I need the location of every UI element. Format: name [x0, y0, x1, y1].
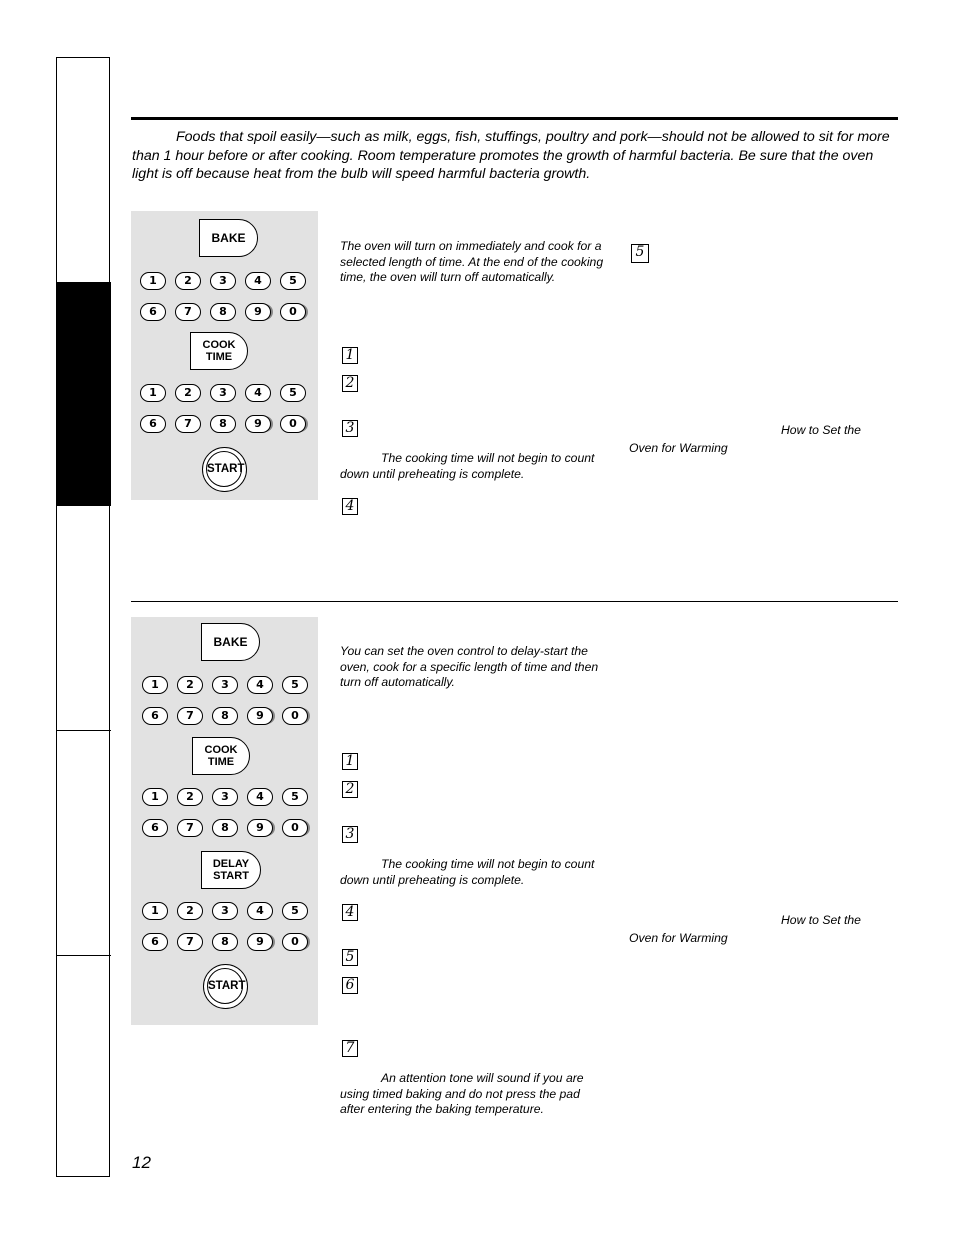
numpad-key[interactable]: 3 [210, 384, 236, 402]
numpad-key[interactable]: 8 [212, 819, 238, 837]
start-button-label: START [206, 451, 242, 487]
numpad-key[interactable]: 5 [280, 272, 306, 290]
delay-start-button[interactable] [201, 851, 261, 889]
section1-description: The oven will turn on immediately and cook for a selected length of time. At the end of the cooking time, the oven will turn off automatically. [340, 239, 604, 285]
warming-ref-link-cont: Oven for Warming [629, 441, 728, 455]
numpad-key[interactable]: 8 [210, 415, 236, 433]
step-3-box: 3 [342, 420, 358, 437]
warming-ref-link: How to Set the [781, 913, 861, 927]
numpad-key[interactable]: 1 [142, 788, 168, 806]
numpad-key[interactable]: 2 [177, 676, 203, 694]
step-7-box: 7 [342, 1040, 358, 1057]
numpad-key[interactable]: 8 [212, 707, 238, 725]
header-rule [131, 117, 898, 120]
numpad-key[interactable]: 7 [175, 415, 201, 433]
numpad-key[interactable]: 4 [245, 384, 271, 402]
step-5-box: 5 [342, 949, 358, 966]
preheat-note: The cooking time will not begin to count down until preheating is complete. [340, 451, 595, 481]
numpad-key[interactable]: 4 [247, 902, 273, 920]
delay-start-button-label: DELAY [212, 858, 250, 870]
cook-time-button[interactable] [192, 737, 250, 775]
start-button[interactable] [203, 964, 248, 1009]
numpad-key[interactable]: 9 [247, 933, 273, 951]
numpad-key[interactable]: 1 [142, 676, 168, 694]
numpad-key[interactable]: 9 [245, 415, 271, 433]
section-divider [131, 601, 898, 602]
cook-time-button-label: TIME [207, 756, 235, 768]
warming-ref-link: How to Set the [781, 423, 861, 437]
food-safety-intro [132, 128, 892, 184]
bake-button[interactable] [201, 623, 260, 661]
section-tab-strip [56, 57, 110, 1177]
bake-button-label: BAKE [213, 635, 248, 649]
section2-description: You can set the oven control to delay-start the oven, cook for a specific length of time and then turn off automatically. [340, 644, 599, 690]
numpad-key[interactable]: 9 [247, 819, 273, 837]
attention-tone-note: An attention tone will sound if you are using timed baking and do not press the pad after entering the baking temperature. [340, 1071, 584, 1117]
numpad-key[interactable]: 6 [142, 707, 168, 725]
numpad-key[interactable]: 2 [177, 902, 203, 920]
numpad-key[interactable]: 3 [212, 788, 238, 806]
step-2-box: 2 [342, 375, 358, 392]
numpad-key[interactable]: 3 [210, 272, 236, 290]
numpad-key[interactable]: 1 [140, 272, 166, 290]
numpad-key[interactable]: 5 [282, 676, 308, 694]
numpad-key[interactable]: 6 [140, 303, 166, 321]
numpad-key[interactable]: 1 [142, 902, 168, 920]
page-number: 12 [132, 1153, 151, 1172]
start-button-label: START [207, 968, 243, 1004]
numpad-key[interactable]: 3 [212, 676, 238, 694]
cook-time-button[interactable] [190, 332, 248, 370]
step-3-box: 3 [342, 826, 358, 843]
start-button[interactable] [202, 447, 247, 492]
numpad-key[interactable]: 2 [177, 788, 203, 806]
numpad-key[interactable]: 5 [282, 902, 308, 920]
numpad-key[interactable]: 7 [175, 303, 201, 321]
tab-divider [56, 955, 111, 956]
numpad-key[interactable]: 2 [175, 384, 201, 402]
step-2-box: 2 [342, 781, 358, 798]
tab-divider [56, 730, 111, 731]
numpad-key[interactable]: 9 [245, 303, 271, 321]
preheat-note: The cooking time will not begin to count down until preheating is complete. [340, 857, 595, 887]
step-4-box: 4 [342, 498, 358, 515]
numpad-key[interactable]: 0 [282, 707, 308, 725]
numpad-key[interactable]: 0 [282, 819, 308, 837]
warming-ref-link-cont: Oven for Warming [629, 931, 728, 945]
delay-start-button-label: START [213, 870, 249, 882]
numpad-key[interactable]: 1 [140, 384, 166, 402]
numpad-key[interactable]: 8 [212, 933, 238, 951]
step-4-box: 4 [342, 904, 358, 921]
numpad-key[interactable]: 5 [280, 384, 306, 402]
numpad-key[interactable]: 6 [142, 933, 168, 951]
numpad-key[interactable]: 4 [245, 272, 271, 290]
bake-button-label: BAKE [211, 231, 246, 245]
numpad-key[interactable]: 0 [280, 415, 306, 433]
numpad-key[interactable]: 9 [247, 707, 273, 725]
numpad-key[interactable]: 0 [280, 303, 306, 321]
cook-time-button-label: COOK [202, 339, 236, 351]
step-1-box: 1 [342, 347, 358, 364]
numpad-key[interactable]: 7 [177, 819, 203, 837]
numpad-key[interactable]: 2 [175, 272, 201, 290]
numpad-key[interactable]: 0 [282, 933, 308, 951]
intro-text: Foods that spoil easily—such as milk, eggs, fish, stuffings, poultry and pork—should not be allowed to sit for more than 1 hour before or after cooking. Room temperature promotes the growth of harmful bacteria. Be sure that the oven light is off because heat from the bulb will speed harmful bacteria growth. [132, 129, 890, 182]
numpad-key[interactable]: 7 [177, 933, 203, 951]
active-section-tab [56, 282, 111, 506]
numpad-key[interactable]: 8 [210, 303, 236, 321]
numpad-key[interactable]: 7 [177, 707, 203, 725]
bake-button[interactable] [199, 219, 258, 257]
step-1-box: 1 [342, 753, 358, 770]
cook-time-button-label: TIME [205, 351, 233, 363]
numpad-key[interactable]: 6 [142, 819, 168, 837]
step-5-box: 5 [631, 244, 649, 263]
numpad-key[interactable]: 6 [140, 415, 166, 433]
numpad-key[interactable]: 5 [282, 788, 308, 806]
numpad-key[interactable]: 4 [247, 788, 273, 806]
cook-time-button-label: COOK [204, 744, 238, 756]
numpad-key[interactable]: 4 [247, 676, 273, 694]
step-6-box: 6 [342, 977, 358, 994]
numpad-key[interactable]: 3 [212, 902, 238, 920]
